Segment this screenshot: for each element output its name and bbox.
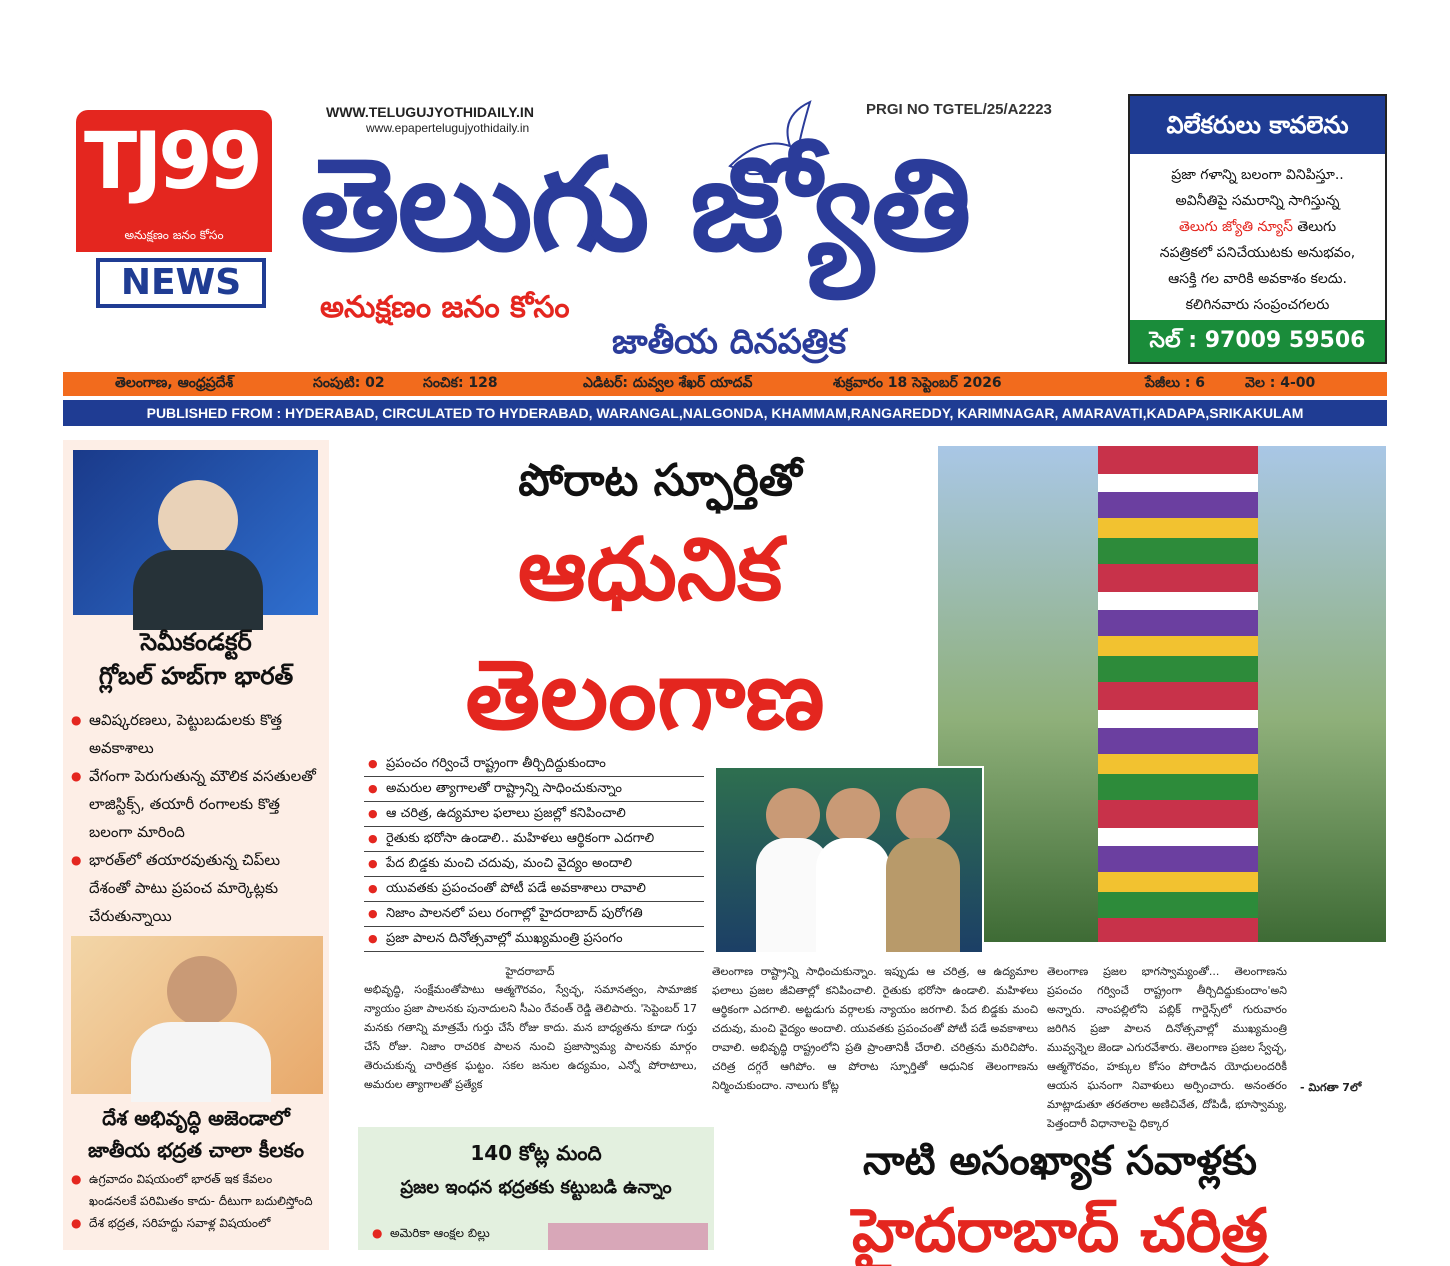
price-label: వెల : 4-00 — [1245, 375, 1316, 391]
photo-person-head — [158, 480, 238, 560]
article-column-1: అభివృద్ధి, సంక్షేమంతోపాటు ఆత్మగౌరవం, స్వేచ్ఛ, సమానత్వం, సామాజిక న్యాయం ప్రజా పాలనకు పునాదులని సీఎం రేవంత్ రెడ్డి తెలిపారు. 'సెప్టెంబర్ 17 మనకు గతాన్ని మాత్రమే గుర్తు చేసే రోజు కాదు. మన బాధ్యతను కూడా గుర్తు చేసే రోజు. నిజాం రాచరిక పాలన నుంచి ప్రజాస్వామ్య పాలనకు మార్గం తెరుచుకున్న చారిత్రక ఘట్టం. సకల జనుల ఉద్యమం, ఎన్నో పోరాటాలు, అమరుల త్యాగాలతో ప్రత్యేక — [364, 983, 697, 1091]
list-item: ● పేద బిడ్డకు మంచి చదువు, మంచి వైద్యం అందాలి — [364, 852, 704, 877]
hiring-line: అవినీతిపై సమరాన్ని సాగిస్తున్న — [1175, 193, 1340, 209]
photo-person-head — [766, 788, 820, 842]
volume-label: సంపుటి: 02 — [313, 375, 385, 391]
hiring-line — [1136, 214, 1379, 240]
headline-line: జాతీయ భద్రత చాలా కీలకం — [87, 1138, 305, 1162]
published-from-bar: PUBLISHED FROM : HYDERABAD, CIRCULATED TO HYDERABAD, WARANGAL,NALGONDA, KHAMMAM,RANGAREDDY, KARIMNAGAR, AMARAVATI,KADAPA,SRIKAKULAM — [63, 400, 1387, 426]
article-column-3: తెలంగాణ ప్రజల భాగస్వామ్యంతో... తెలంగాణను ప్రపంచం గర్వించే రాష్ట్రంగా తీర్చిదిద్దుకుందాం'అని అన్నారు. నాంపల్లిలోని పబ్లిక్ గార్డెన్స్‌లో గురువారం జరిగిన ప్రజా పాలన దినోత్సవాల్లో ముఖ్యమంత్రి మువ్వన్నెల జెండా ఎగురవేశారు. తెలంగాణ ప్రజల స్వేచ్ఛ, ఆత్మగౌరవం, హక్కుల కోసం పోరాడిన యోధులందరికీ ఆయన ఘనంగా నివాళులు అర్పించారు. అనంతరం మాట్లాడుతూ తరతరాల అణిచివేత, దోపిడీ, భూస్వామ్య, పెత్తందారీ విధానాలపై ధిక్కార — [1047, 965, 1287, 1130]
security-bullets — [71, 1168, 321, 1234]
logo-tagline: అనుక్షణం జనం కోసం — [124, 228, 224, 242]
chief-minister-speech-photo[interactable] — [714, 766, 984, 954]
box-photo — [548, 1223, 708, 1250]
list-item: ● ఆవిష్కరణలు, పెట్టుబడులకు కొత్త అవకాశాలు — [71, 706, 321, 762]
photo-person-body — [886, 838, 960, 952]
semiconductor-headline[interactable] — [69, 625, 323, 693]
list-item: ● ఆ చరిత్ర, ఉద్యమాల ఫలాలు ప్రజల్లో కనిపించాలి — [364, 802, 704, 827]
tj99-news-logo — [76, 110, 272, 310]
editor-label: ఎడిటర్: దువ్వల శేఖర్ యాదవ్ — [583, 375, 753, 391]
semiconductor-story-photo[interactable] — [73, 450, 318, 615]
hiring-line: నపత్రికలో పనిచేయుటకు అనుభవం, — [1159, 245, 1356, 261]
hiring-line: కలిగినవారు సంప్రంచగలరు — [1185, 297, 1330, 313]
issue-info-bar — [63, 372, 1387, 396]
headline-line: దేశ అభివృద్ధి అజెండాలో — [102, 1106, 290, 1130]
article-column-2: తెలంగాణ రాష్ట్రాన్ని సాధించుకున్నాం. ఇప్పుడు ఆ చరిత్ర, ఆ ఉద్యమాల ఫలాలు ప్రజల జీవితాల్లో కనిపించాలి. రైతుకు భరోసా ఉండాలి. మహిళలు ఆర్థికంగా ఎదగాలి. అట్టడుగు వర్గాలకు న్యాయం జరగాలి. పేద బిడ్డకు మంచి చదువు, మంచి వైద్యం అందాలి. యువతకు ప్రపంచంతో పోటీ పడే అవకాశాలు రావాలి. అభివృద్ధి రాష్ట్రంలోని ప్రతి ప్రాంతానికీ చేరాలి. చరిత్రను మరిచిపోం. చరిత్ర దగ్గరే ఆగిపోం. ఆ పోరాట స్ఫూర్తితో ఆధునిక తెలంగాణను నిర్మించుకుందాం. నాలుగు కోట్ల — [712, 965, 1038, 1092]
bottom-story-subheadline[interactable]: హైదరాబాద్ చరిత్ర — [852, 1196, 1268, 1266]
flower-pillar-photo[interactable] — [938, 446, 1386, 942]
list-item: ● ప్రపంచం గర్వించే రాష్ట్రంగా తీర్చిదిద్దుకుందాం — [364, 752, 704, 777]
bottom-story-headline[interactable]: నాటి అసంఖ్యాక సవాళ్లకు — [863, 1138, 1257, 1184]
list-item: ● ప్రజా పాలన దినోత్సవాల్లో ముఖ్యమంత్రి ప్రసంగం — [364, 927, 704, 952]
hiring-phone-number[interactable]: సెల్ : 97009 59506 — [1130, 320, 1385, 362]
hiring-line-rest: తెలుగు — [1292, 219, 1337, 235]
headline-line: సెమీకండక్టర్ — [140, 628, 252, 656]
list-item: ● అమరుల త్యాగాలతో రాష్ట్రాన్ని సాధించుకున్నాం — [364, 777, 704, 802]
list-item: ● వేగంగా పెరుగుతున్న మౌలిక వసతులతో లాజిస్టిక్స్, తయారీ రంగాలకు కొత్త బలంగా మారింది — [71, 762, 321, 846]
newspaper-title: తెలుగు జ్యోతి — [300, 131, 970, 280]
logo-news-text: NEWS — [96, 258, 266, 308]
list-item: ● అమెరికా ఆంక్షల బిల్లు — [372, 1219, 542, 1247]
article-dateline: హైదరాబాద్ — [505, 965, 555, 978]
list-item: ● యువతకు ప్రపంచంతో పోటీ పడే అవకాశాలు రావాలి — [364, 877, 704, 902]
lead-kicker[interactable]: పోరాట స్ఫూర్తితో — [518, 455, 802, 506]
lead-headline-line1[interactable]: ఆధునిక — [517, 520, 783, 620]
box-headline-line1[interactable]: 140 కోట్ల మంది — [470, 1141, 602, 1165]
epaper-link[interactable]: www.epapertelugujyothidaily.in — [366, 121, 530, 135]
security-headline[interactable] — [69, 1102, 323, 1166]
photo-person-body — [816, 838, 890, 952]
issue-label: సంచిక: 128 — [423, 375, 498, 391]
left-column — [63, 440, 329, 1250]
semiconductor-bullets — [71, 706, 321, 930]
website-link[interactable]: WWW.TELUGUJYOTHIDAILY.IN — [326, 104, 534, 120]
photo-person-head — [826, 788, 880, 842]
newspaper-tagline: అనుక్షణం జనం కోసం — [320, 290, 570, 325]
list-item: ● నిజాం పాలనలో పలు రంగాల్లో హైదరాబాద్ పురోగతి — [364, 902, 704, 927]
reporters-wanted-text — [1136, 162, 1379, 318]
energy-security-box — [358, 1127, 714, 1250]
box-bullets — [372, 1219, 542, 1247]
photo-flower-pillar — [1098, 446, 1258, 942]
national-daily-label: జాతీయ దినపత్రిక — [612, 322, 847, 362]
hiring-line: ఆసక్తి గల వారికి అవకాశం కలదు. — [1168, 271, 1347, 287]
photo-person-head — [167, 956, 237, 1026]
logo-red-panel — [76, 110, 272, 252]
region-label: తెలంగాణ, ఆంధ్రప్రదేశ్ — [115, 375, 234, 391]
lead-headline-line2[interactable]: తెలంగాణ — [465, 639, 825, 751]
photo-person-head — [896, 788, 950, 842]
continued-on-page[interactable]: - మిగతా 7లో — [1300, 1081, 1362, 1094]
list-item: ● భారత్‌లో తయారవుతున్న చిప్‌లు దేశంతో పాటు ప్రపంచ మార్కెట్లకు చేరుతున్నాయి — [71, 846, 321, 930]
list-item: ● ఉగ్రవాదం విషయంలో భారత్ ఇక కేవలం ఖండనలకే పరిమితం కాదు- దీటుగా బదులిస్తోంది — [71, 1168, 321, 1212]
reporters-wanted-heading: విలేకరులు కావలెను — [1130, 96, 1385, 154]
photo-person-body — [133, 550, 263, 630]
logo-tj99-text: TJ99 — [84, 117, 259, 207]
list-item: ● రైతుకు భరోసా ఉండాలి.. మహిళలు ఆర్థికంగా ఎదగాలి — [364, 827, 704, 852]
box-headline-line2[interactable]: ప్రజల ఇంధన భద్రతకు కట్టుబడి ఉన్నాం — [400, 1177, 672, 1198]
headline-line: గ్లోబల్ హబ్‌గా భారత్ — [98, 662, 294, 690]
prgi-number: PRGI NO TGTEL/25/A2223 — [866, 101, 1052, 118]
hiring-brand: తెలుగు జ్యోతి న్యూస్ — [1178, 219, 1293, 235]
list-item: ● దేశ భద్రత, సరిహద్దు సవాళ్ల విషయంలో — [71, 1212, 321, 1234]
security-story-photo[interactable] — [71, 936, 323, 1094]
reporters-wanted-box — [1128, 94, 1387, 364]
pages-label: పేజీలు : 6 — [1145, 375, 1206, 391]
lead-highlights — [364, 752, 704, 952]
hiring-line: ప్రజా గళాన్ని బలంగా వినిపిస్తూ.. — [1171, 167, 1344, 183]
date-label: శుక్రవారం 18 సెప్టెంబర్ 2026 — [833, 375, 1002, 391]
photo-person-body — [131, 1022, 271, 1102]
